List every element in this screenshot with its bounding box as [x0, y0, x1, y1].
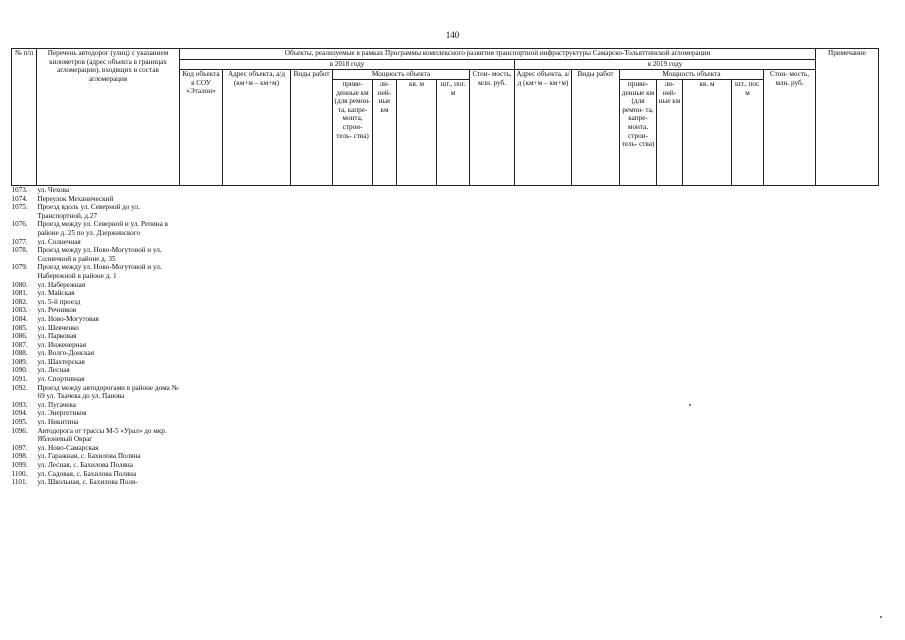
row-number: 1075. — [11, 203, 28, 212]
header-sqm-2018: кв. м — [397, 80, 437, 186]
row-number: 1094. — [11, 409, 28, 418]
row-number: 1097. — [11, 443, 28, 452]
empty-cells — [180, 263, 879, 280]
row-number: 1091. — [11, 375, 28, 384]
row-number: 1079. — [11, 263, 28, 272]
page-number: 140 — [445, 30, 460, 40]
scan-speck — [689, 404, 691, 406]
table-row — [12, 238, 879, 247]
table-row — [12, 298, 879, 307]
table-body — [12, 186, 879, 487]
empty-cells — [180, 315, 879, 324]
road-name: ул. Ново-Могутовая — [37, 314, 99, 323]
empty-cells — [180, 238, 879, 247]
row-number: 1092. — [11, 383, 28, 392]
road-name: ул. Школьная, с. Бахилова Поля- — [37, 478, 138, 487]
empty-cells — [180, 401, 879, 410]
header-works-2018: Виды работ — [291, 70, 333, 186]
row-number: 1096. — [11, 426, 28, 435]
empty-cells — [180, 289, 879, 298]
road-name: ул. Инженерная — [37, 340, 87, 349]
table-row — [12, 281, 879, 290]
table-row — [12, 246, 879, 263]
header-linear-km-2018: ли- ней- ные км — [373, 80, 397, 186]
empty-cells — [180, 470, 879, 479]
row-number: 1100. — [11, 469, 28, 478]
table-row — [12, 341, 879, 350]
road-name: Автодорога от трассы М-5 «Урал» до мкр. Яблоневый Овраг — [37, 426, 167, 444]
row-number: 1082. — [11, 297, 28, 306]
empty-cells — [180, 375, 879, 384]
header-linear-km-2019: ли- ней- ные км — [657, 80, 683, 186]
table-row — [12, 444, 879, 453]
road-name: Проезд между автодорогами в районе дома № 69 ул. Ткачева до ул. Панова — [37, 383, 179, 401]
header-program-objects: Объекты, реализуемые в рамках Программы комплексного развития транспортной инфраструктуры Самарско-Тольяттинской агломерации — [180, 49, 816, 60]
empty-cells — [180, 195, 879, 204]
table-row — [12, 401, 879, 410]
empty-cells — [180, 298, 879, 307]
row-number: 1080. — [11, 280, 28, 289]
roads-table — [11, 48, 879, 487]
header-pcs-2018: шт., пог. м — [437, 80, 470, 186]
road-name: ул. 5-й проезд — [37, 297, 81, 306]
table-row — [12, 427, 879, 444]
row-number: 1074. — [11, 194, 28, 203]
road-name: ул. Пугачева — [37, 400, 76, 409]
road-name: ул. Энергетиков — [37, 409, 87, 418]
road-name: Проезд между ул. Ново-Могутовой и ул. Набережной в районе д. 1 — [37, 263, 162, 280]
header-reduced-km-2018: приве- денные км (для ремон- та, капре- монта, строи- тель- ства) — [333, 80, 373, 186]
row-number: 1090. — [11, 366, 28, 375]
table-row — [12, 461, 879, 470]
empty-cells — [180, 478, 879, 487]
table-row — [12, 195, 879, 204]
empty-cells — [180, 324, 879, 333]
table-row — [12, 375, 879, 384]
road-name: ул. Гаражная, с. Бахилова Поляна — [37, 452, 141, 461]
table-row — [12, 315, 879, 324]
scan-speck — [880, 616, 882, 618]
empty-cells — [180, 281, 879, 290]
empty-cells — [180, 332, 879, 341]
empty-cells — [180, 461, 879, 470]
empty-cells — [180, 186, 879, 195]
road-name: ул. Чехова — [37, 186, 70, 194]
row-number: 1095. — [11, 418, 28, 427]
road-name: ул. Садовая, с. Бахилова Поляна — [37, 469, 137, 478]
row-number: 1087. — [11, 340, 28, 349]
empty-cells — [180, 452, 879, 461]
road-name: ул. Ново-Самарская — [37, 443, 99, 452]
table-row — [12, 349, 879, 358]
header-code-2018: Код объекта в СОУ «Эталон» — [180, 70, 223, 186]
table-row — [12, 366, 879, 375]
row-number: 1101. — [11, 478, 28, 487]
row-number: 1089. — [11, 357, 28, 366]
empty-cells — [180, 418, 879, 427]
empty-cells — [180, 358, 879, 367]
road-name: ул. Лесная — [37, 366, 70, 375]
header-capacity-2018: Мощность объекта — [333, 70, 470, 80]
row-number: 1086. — [11, 332, 28, 341]
row-number: 1081. — [11, 289, 28, 298]
row-number: 1099. — [11, 461, 28, 469]
row-number: 1078. — [11, 246, 28, 255]
road-name: ул. Шахтерская — [37, 357, 85, 366]
row-number: 1076. — [11, 220, 28, 229]
table-row — [12, 358, 879, 367]
header-cost-2019: Стои- мость, млн. руб. — [764, 70, 816, 186]
header-pcs-2019: шт., пог. м — [732, 80, 764, 186]
table-row — [12, 478, 879, 487]
empty-cells — [180, 366, 879, 375]
row-number: 1085. — [11, 323, 28, 332]
road-name: ул. Волго-Донская — [37, 349, 95, 358]
road-name: ул. Шевченко — [37, 323, 79, 332]
row-number: 1098. — [11, 452, 28, 461]
empty-cells — [180, 203, 879, 220]
table-row — [12, 203, 879, 220]
empty-cells — [180, 349, 879, 358]
table-row — [12, 306, 879, 315]
empty-cells — [180, 341, 879, 350]
row-number: 1083. — [11, 306, 28, 315]
header-road-list: Перечень автодорог (улиц) с указанием километров (адрес объекта в границах агломерации), входящих в состав агломерация — [37, 49, 180, 186]
row-number: 1084. — [11, 314, 28, 323]
row-number: 1088. — [11, 349, 28, 358]
header-year-2018: в 2018 году — [180, 60, 515, 70]
header-capacity-2019: Мощность объекта — [620, 70, 764, 80]
road-name: ул. Набережная — [37, 280, 86, 289]
row-number: 1077. — [11, 237, 28, 246]
empty-cells — [180, 306, 879, 315]
table-row — [12, 409, 879, 418]
road-name: Проезд вдоль ул. Северной до ул. Транспортной, д.27 — [37, 203, 140, 220]
header-cost-2018: Стои- мость, млн. руб. — [470, 70, 515, 186]
empty-cells — [180, 220, 879, 237]
road-name: ул. Парковая — [37, 332, 77, 341]
header-sqm-2019: кв. м — [683, 80, 732, 186]
empty-cells — [180, 384, 879, 401]
table-row — [12, 470, 879, 479]
header-address-2018: Адрес объекта, а/д (км+м – км+м) — [223, 70, 291, 186]
road-name: ул. Никитина — [37, 418, 79, 427]
empty-cells — [180, 427, 879, 444]
header-note: Примечание — [816, 49, 879, 186]
header-address-2019: Адрес объекта, а/д (км+м – км+м) — [515, 70, 572, 186]
road-name: ул. Солнечная — [37, 237, 81, 246]
table-row — [12, 332, 879, 341]
empty-cells — [180, 409, 879, 418]
row-number: 1073. — [11, 186, 28, 194]
road-name: Проезд между ул. Ново-Могутовой и ул. Солнечной в районе д. 35 — [37, 246, 162, 263]
empty-cells — [180, 444, 879, 453]
header-year-2019: в 2019 году — [515, 60, 816, 70]
table-row — [12, 452, 879, 461]
header-number: № п/п — [12, 49, 37, 186]
road-name: Проезд между ул. Северной и ул. Репина в районе д. 25 по ул. Дзержинского — [37, 220, 169, 237]
table-row — [12, 324, 879, 333]
table-row — [12, 289, 879, 298]
road-name: ул. Лесная, с. Бахилова Поляна — [37, 461, 133, 469]
table-row — [12, 263, 879, 280]
table-row — [12, 418, 879, 427]
header-reduced-km-2019: приве- денные км (для ремон- та, капре- монта, строи- тель- ства) — [620, 80, 657, 186]
road-name: ул. Майская — [37, 289, 75, 298]
empty-cells — [180, 246, 879, 263]
table-row — [12, 384, 879, 401]
table-row — [12, 186, 879, 195]
header-works-2019: Виды работ — [572, 70, 620, 186]
road-name: Переулок Механический — [37, 194, 114, 203]
row-number: 1093. — [11, 400, 28, 409]
table-row — [12, 220, 879, 237]
road-name: ул. Речников — [37, 306, 77, 315]
road-name: ул. Спортивная — [37, 375, 85, 384]
